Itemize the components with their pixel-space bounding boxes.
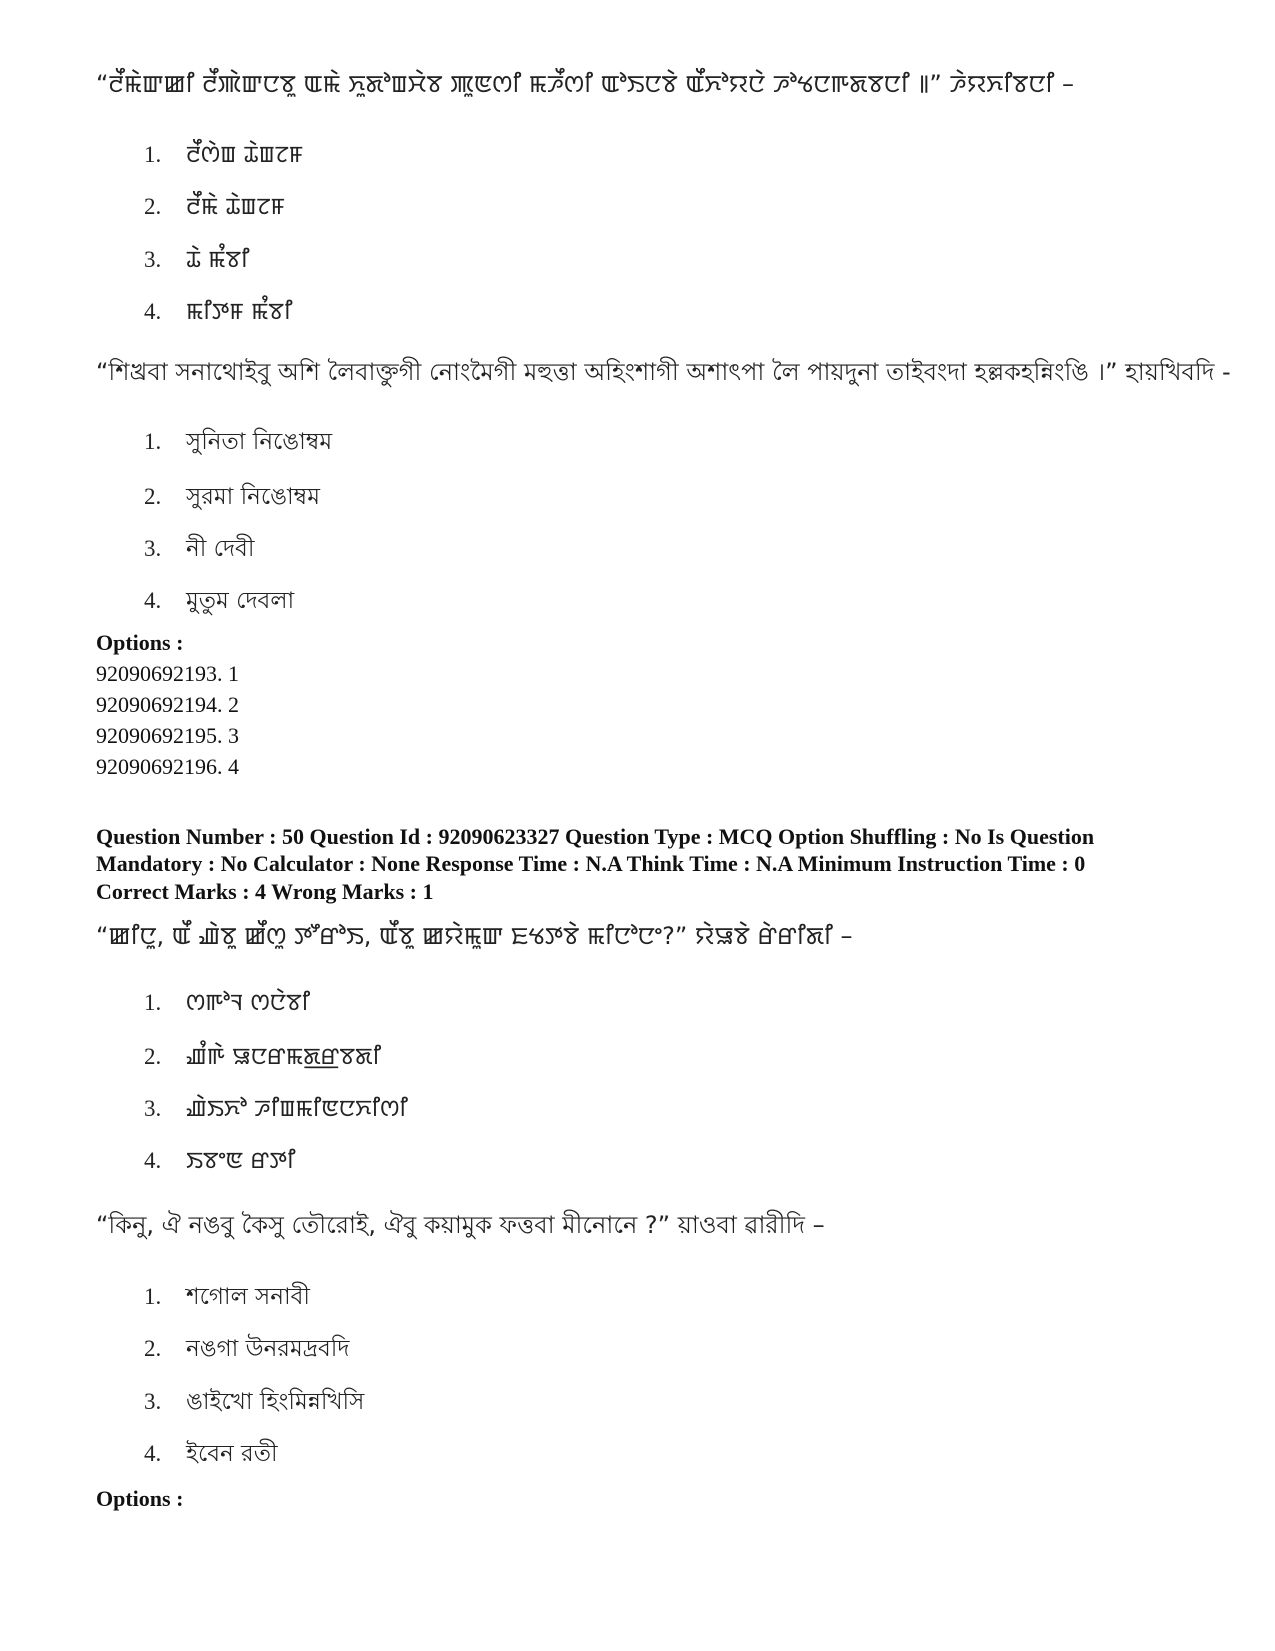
options-label: Options : [96, 1486, 184, 1511]
question-metadata [96, 823, 1181, 877]
question-text: “ꯀꯤꯅꯨ, ꯑꯩ ꯉꯥꯕꯨ ꯀꯩꯁꯨ ꯇꯧꯔꯣꯏ, ꯑꯩꯕꯨ ꯀꯌꯥꯃꯨꯛ ꯐꯠꯇꯕꯥ ꯃꯤꯅꯣꯅꯦ?” ꯌꯥꯎꯕꯥ ꯔꯥꯔꯤꯗꯤ – [96, 922, 853, 950]
marks-line: Correct Marks : 4 Wrong Marks : 1 [96, 879, 434, 904]
meta-line: Mandatory : No Calculator : None Response Time : N.A Think Time : N.A Minimum Instruction Time : 0 [96, 851, 1086, 876]
option-code: 92090692194. 2 [96, 692, 239, 717]
question-text: “শিখ্রবা সনাথোইবু অশি লৈবাক্তুগী নোংমৈগী মহুত্তা অহিংশাগী অশাৎপা লৈ পায়দুনা তাইবংদা হল্লকহন্নিংঙি ।” হায়খিবদি - [96, 358, 1231, 386]
options-label: Options : [96, 630, 184, 655]
option-item: 2. সুরমা নিঙোম্বম [144, 484, 321, 510]
option-item: 3. ঙাইখো হিংমিন্নখিসি [144, 1389, 365, 1415]
option-item: 1. সুনিতা নিঙোম্বম [144, 429, 333, 455]
option-item: 2. ꯂꯩꯃꯥ ꯊꯥꯡꯖꯝ [144, 194, 286, 220]
option-code: 92090692196. 4 [96, 754, 239, 779]
option-item: 2. ꯉꯪꯒꯥ ꯎꯅꯔꯃꯗ꯭ꯔꯕꯗꯤ [144, 1044, 382, 1070]
option-item: 3. ꯊꯥ ꯃꯪꯕꯤ [144, 247, 250, 273]
question-text: “কিনু, ঐ নঙবু কৈসু তৌরোই, ঐবু কয়ামুক ফত্তবা মীনোনে ?” য়াওবা ৱারীদি – [96, 1211, 825, 1239]
option-item: 4. ꯏꯕꯦꯟ ꯔꯇꯤ [144, 1148, 296, 1174]
option-item: 2. নঙগা উনরমদ্রবদি [144, 1336, 350, 1362]
option-item: 4. ꯃꯤꯇꯝ ꯃꯪꯕꯤ [144, 299, 293, 325]
option-item: 1. ꯂꯩꯁꯥꯡ ꯊꯥꯡꯖꯝ [144, 142, 304, 168]
option-code: 92090692193. 1 [96, 661, 239, 686]
option-item: 4. মুতুম দেবলা [144, 588, 295, 614]
question-text: “ꯂꯩꯃꯥꯛꯀꯤ ꯂꯩꯄꯥꯛꯅꯕꯨ ꯑꯃꯥ ꯈꯨꯗꯣꯡꯆꯥꯕ ꯄꯨꯟꯁꯤ ꯃꯍꯩꯁꯤ ꯑꯣꯏꯅꯕꯥ ꯑꯩꯈꯣꯌꯅꯥ ꯍꯣꯠꯅꯒꯗꯕꯅꯤ ꯫” ꯍꯥꯌꯈꯤꯕꯅꯤ – [96, 70, 1074, 98]
option-item: 4. ইবেন রতী [144, 1441, 278, 1467]
option-code: 92090692195. 3 [96, 723, 239, 748]
option-item: 1. শগোল সনাবী [144, 1284, 311, 1310]
option-item: 3. নী দেবী [144, 536, 255, 562]
option-item: 3. ꯉꯥꯏꯈꯣ ꯍꯤꯡꯃꯤꯟꯅꯈꯤꯁꯤ [144, 1096, 408, 1122]
option-item: 1. ꯁꯒꯣꯜ ꯁꯅꯥꯕꯤ [144, 990, 311, 1016]
meta-line: Question Number : 50 Question Id : 92090623327 Question Type : MCQ Option Shuffling : No Is Question [96, 824, 1095, 849]
